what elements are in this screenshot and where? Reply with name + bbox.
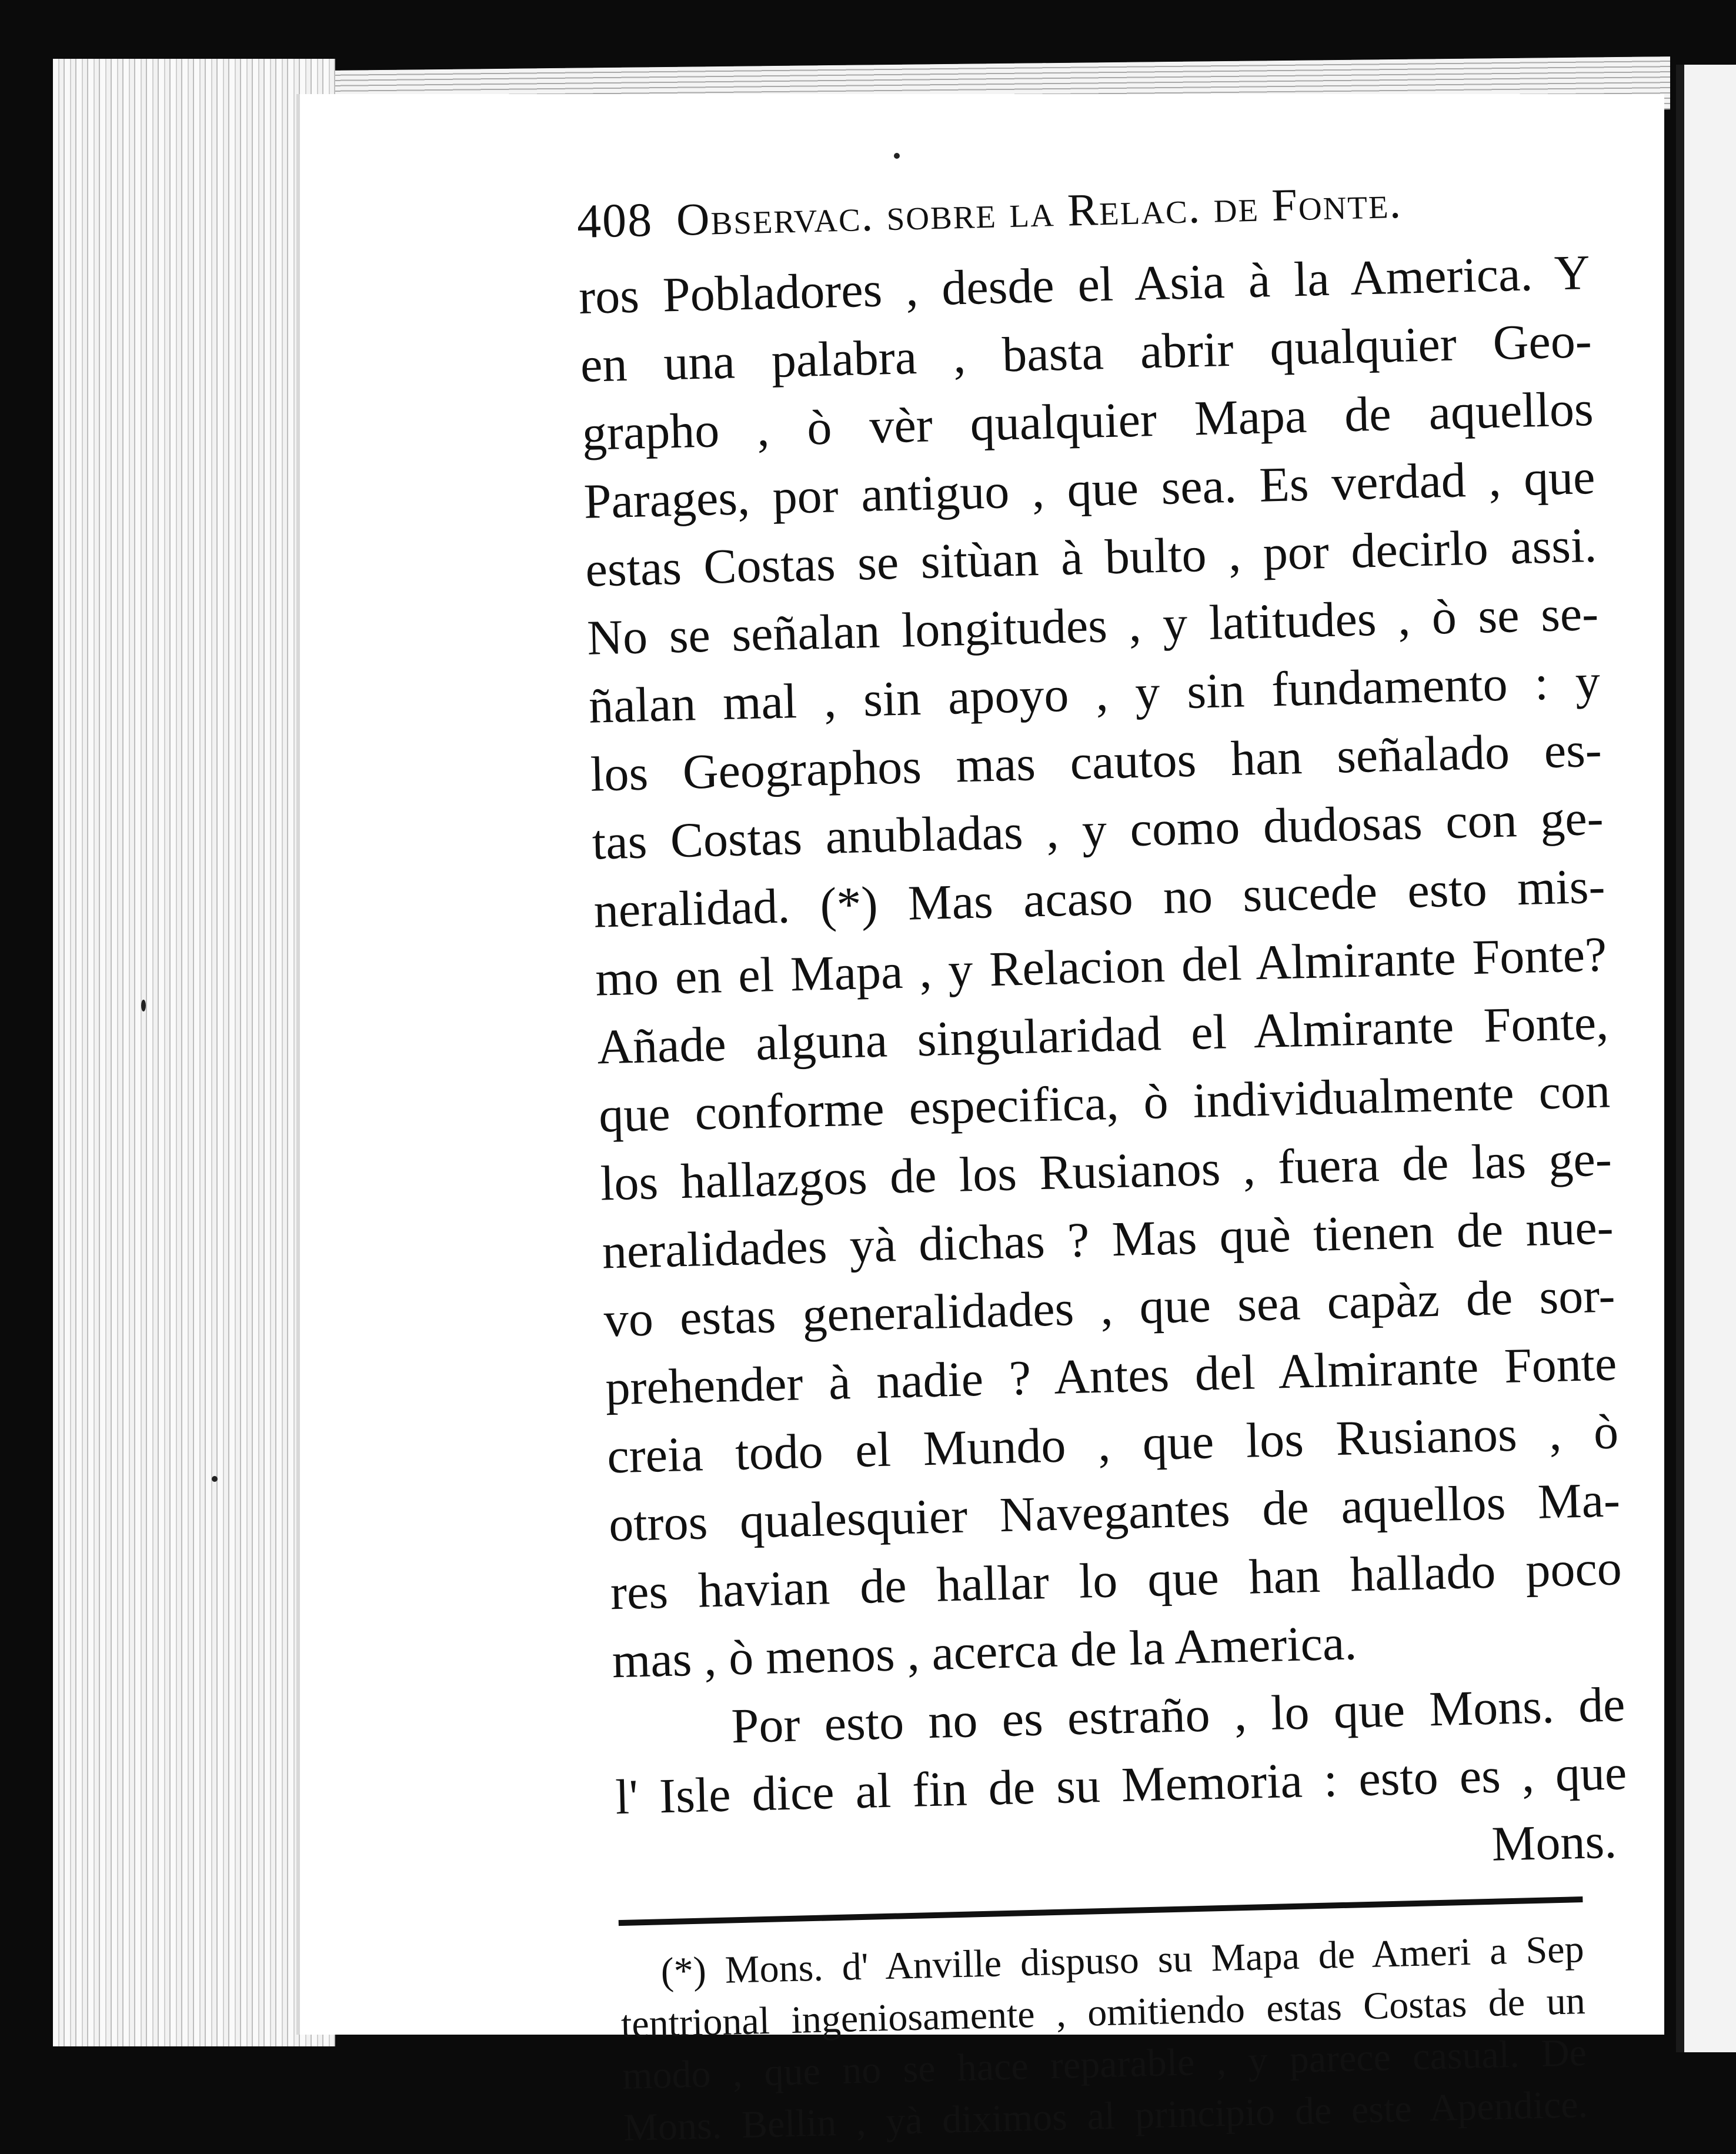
text-line: ñalan mal , sin apoyo , y sin fundamento : y <box>588 654 1601 734</box>
ink-speck <box>141 1000 146 1011</box>
ink-speck <box>212 1476 218 1482</box>
text-line: Añade alguna singularidad el Almirante Fonte, <box>596 995 1610 1075</box>
footnote-line: (*) Mons. d' Anville dispuso su Mapa de Ameri a Sep <box>660 1928 1585 1993</box>
text-line: los Geographos mas cautos han señalado es- <box>589 722 1603 802</box>
text-line: grapho , ò vèr qualquier Mapa de aquellos <box>581 381 1594 461</box>
facing-page-edge <box>1676 65 1736 2052</box>
text-line: res havian de hallar lo que han hallado poco <box>610 1541 1623 1621</box>
footnote-divider <box>619 1896 1583 1926</box>
text-line: vo estas generalidades , que sea capàz de sor- <box>603 1268 1616 1348</box>
text-line: tas Costas anubladas , y como dudosas con ge- <box>591 790 1604 870</box>
paragraph-first-line: Por esto no es estraño , lo que Mons. de <box>730 1677 1626 1754</box>
text-line: ros Pobladores , desde el Asia à la America. Y <box>578 245 1591 325</box>
text-line: otros qualesquier Navegantes de aquellos Ma- <box>608 1472 1621 1552</box>
text-line: en una palabra , basta abrir qualquier Geo- <box>579 313 1593 393</box>
text-line: prehender à nadie ? Antes del Almirante Fonte <box>605 1336 1618 1416</box>
text-line: mas , ò menos , acerca de la America. <box>611 1615 1358 1689</box>
text-line: No se señalan longitudes , y latitudes , ò se se- <box>586 586 1600 666</box>
text-line: Parages, por antiguo , que sea. Es verdad , que <box>583 449 1596 529</box>
catchword: Mons. <box>1491 1814 1618 1872</box>
text-line: que conforme especifica, ò individualmente con <box>598 1063 1611 1143</box>
text-line: mo en el Mapa , y Relacion del Almirante Fonte? <box>595 927 1608 1007</box>
ink-speck <box>894 153 900 159</box>
footnote-line: modo , que no se hace reparable , y parece casual. De <box>622 2031 1587 2098</box>
text-line: neralidades yà dichas ? Mas què tienen de nue- <box>601 1200 1614 1280</box>
footnote-line: tentrional ingeniosamente , omitiendo estas Costas de un <box>620 1979 1586 2046</box>
text-line: l' Isle dice al fin de su Memoria : esto es , que <box>615 1745 1628 1825</box>
text-line: los hallazgos de los Rusianos , fuera de las ge- <box>599 1131 1613 1211</box>
footnote <box>619 1922 1635 2154</box>
running-head-title: Observac. sobre la Relac. de Fonte. <box>676 176 1403 245</box>
text-line: creia todo el Mundo , que los Rusianos , ò <box>606 1404 1620 1484</box>
body-text <box>578 239 1630 1900</box>
text-line: neralidad. (*) Mas acaso no sucede esto mis- <box>593 859 1606 939</box>
text-line: estas Costas se sitùan à bulto , por decirlo assi. <box>585 517 1598 597</box>
page-number: 408 <box>576 192 654 248</box>
page-text-block <box>576 169 1635 2154</box>
footnote-line: Mons. Bellin , yà diximos al principio de este Apendice. <box>623 2082 1588 2150</box>
page-stack-side-edge <box>53 59 335 2046</box>
